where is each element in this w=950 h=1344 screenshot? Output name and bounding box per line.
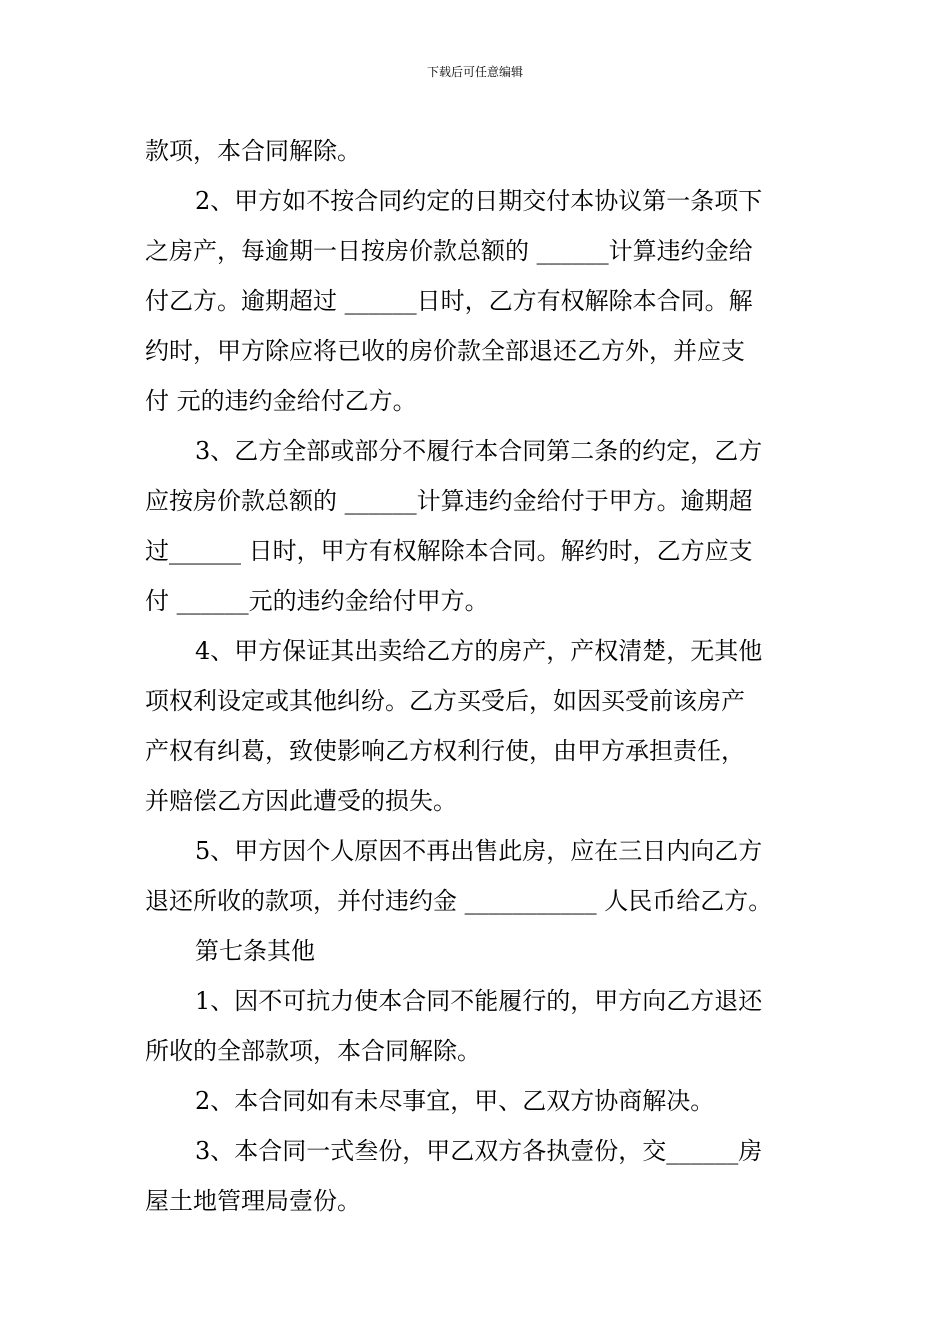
text-line: 2、甲方如不按合同约定的日期交付本协议第一条项下 (195, 187, 763, 215)
text-line: 退还所收的款项，并付违约金 ___________ 人民币给乙方。 (145, 887, 773, 915)
text-line: 1、因不可抗力使本合同不能履行的，甲方向乙方退还 (195, 987, 763, 1015)
text-line: 项权利设定或其他纠纷。乙方买受后，如因买受前该房产 (145, 687, 745, 715)
text-line: 付 元的违约金给付乙方。 (145, 387, 417, 415)
text-line: 约时，甲方除应将已收的房价款全部退还乙方外，并应支 (145, 337, 745, 365)
text-line: 款项，本合同解除。 (145, 137, 361, 165)
text-line: 2、本合同如有未尽事宜，甲、乙双方协商解决。 (195, 1087, 715, 1115)
document-body (145, 126, 815, 1226)
text-line: 所收的全部款项，本合同解除。 (145, 1037, 481, 1065)
text-line: 3、乙方全部或部分不履行本合同第二条的约定，乙方 (195, 437, 763, 465)
text-line: 过______ 日时，甲方有权解除本合同。解约时，乙方应支 (145, 537, 753, 565)
text-line: 4、甲方保证其出卖给乙方的房产，产权清楚，无其他 (195, 637, 763, 665)
page-header: 下载后可任意编辑 (426, 65, 523, 79)
text-line: 付 ______元的违约金给付甲方。 (145, 587, 489, 615)
text-line: 第七条其他 (195, 937, 315, 965)
text-line: 并赔偿乙方因此遭受的损失。 (145, 787, 457, 815)
text-line: 之房产，每逾期一日按房价款总额的 ______计算违约金给 (145, 237, 753, 265)
text-line: 付乙方。逾期超过 ______日时，乙方有权解除本合同。解 (145, 287, 753, 315)
text-line: 应按房价款总额的 ______计算违约金给付于甲方。逾期超 (145, 487, 753, 515)
text-line: 3、本合同一式叁份，甲乙双方各执壹份，交______房 (195, 1137, 763, 1165)
text-line: 产权有纠葛，致使影响乙方权利行使，由甲方承担责任， (145, 737, 745, 765)
text-line: 屋土地管理局壹份。 (145, 1187, 361, 1215)
text-line: 5、甲方因个人原因不再出售此房，应在三日内向乙方 (195, 837, 763, 865)
